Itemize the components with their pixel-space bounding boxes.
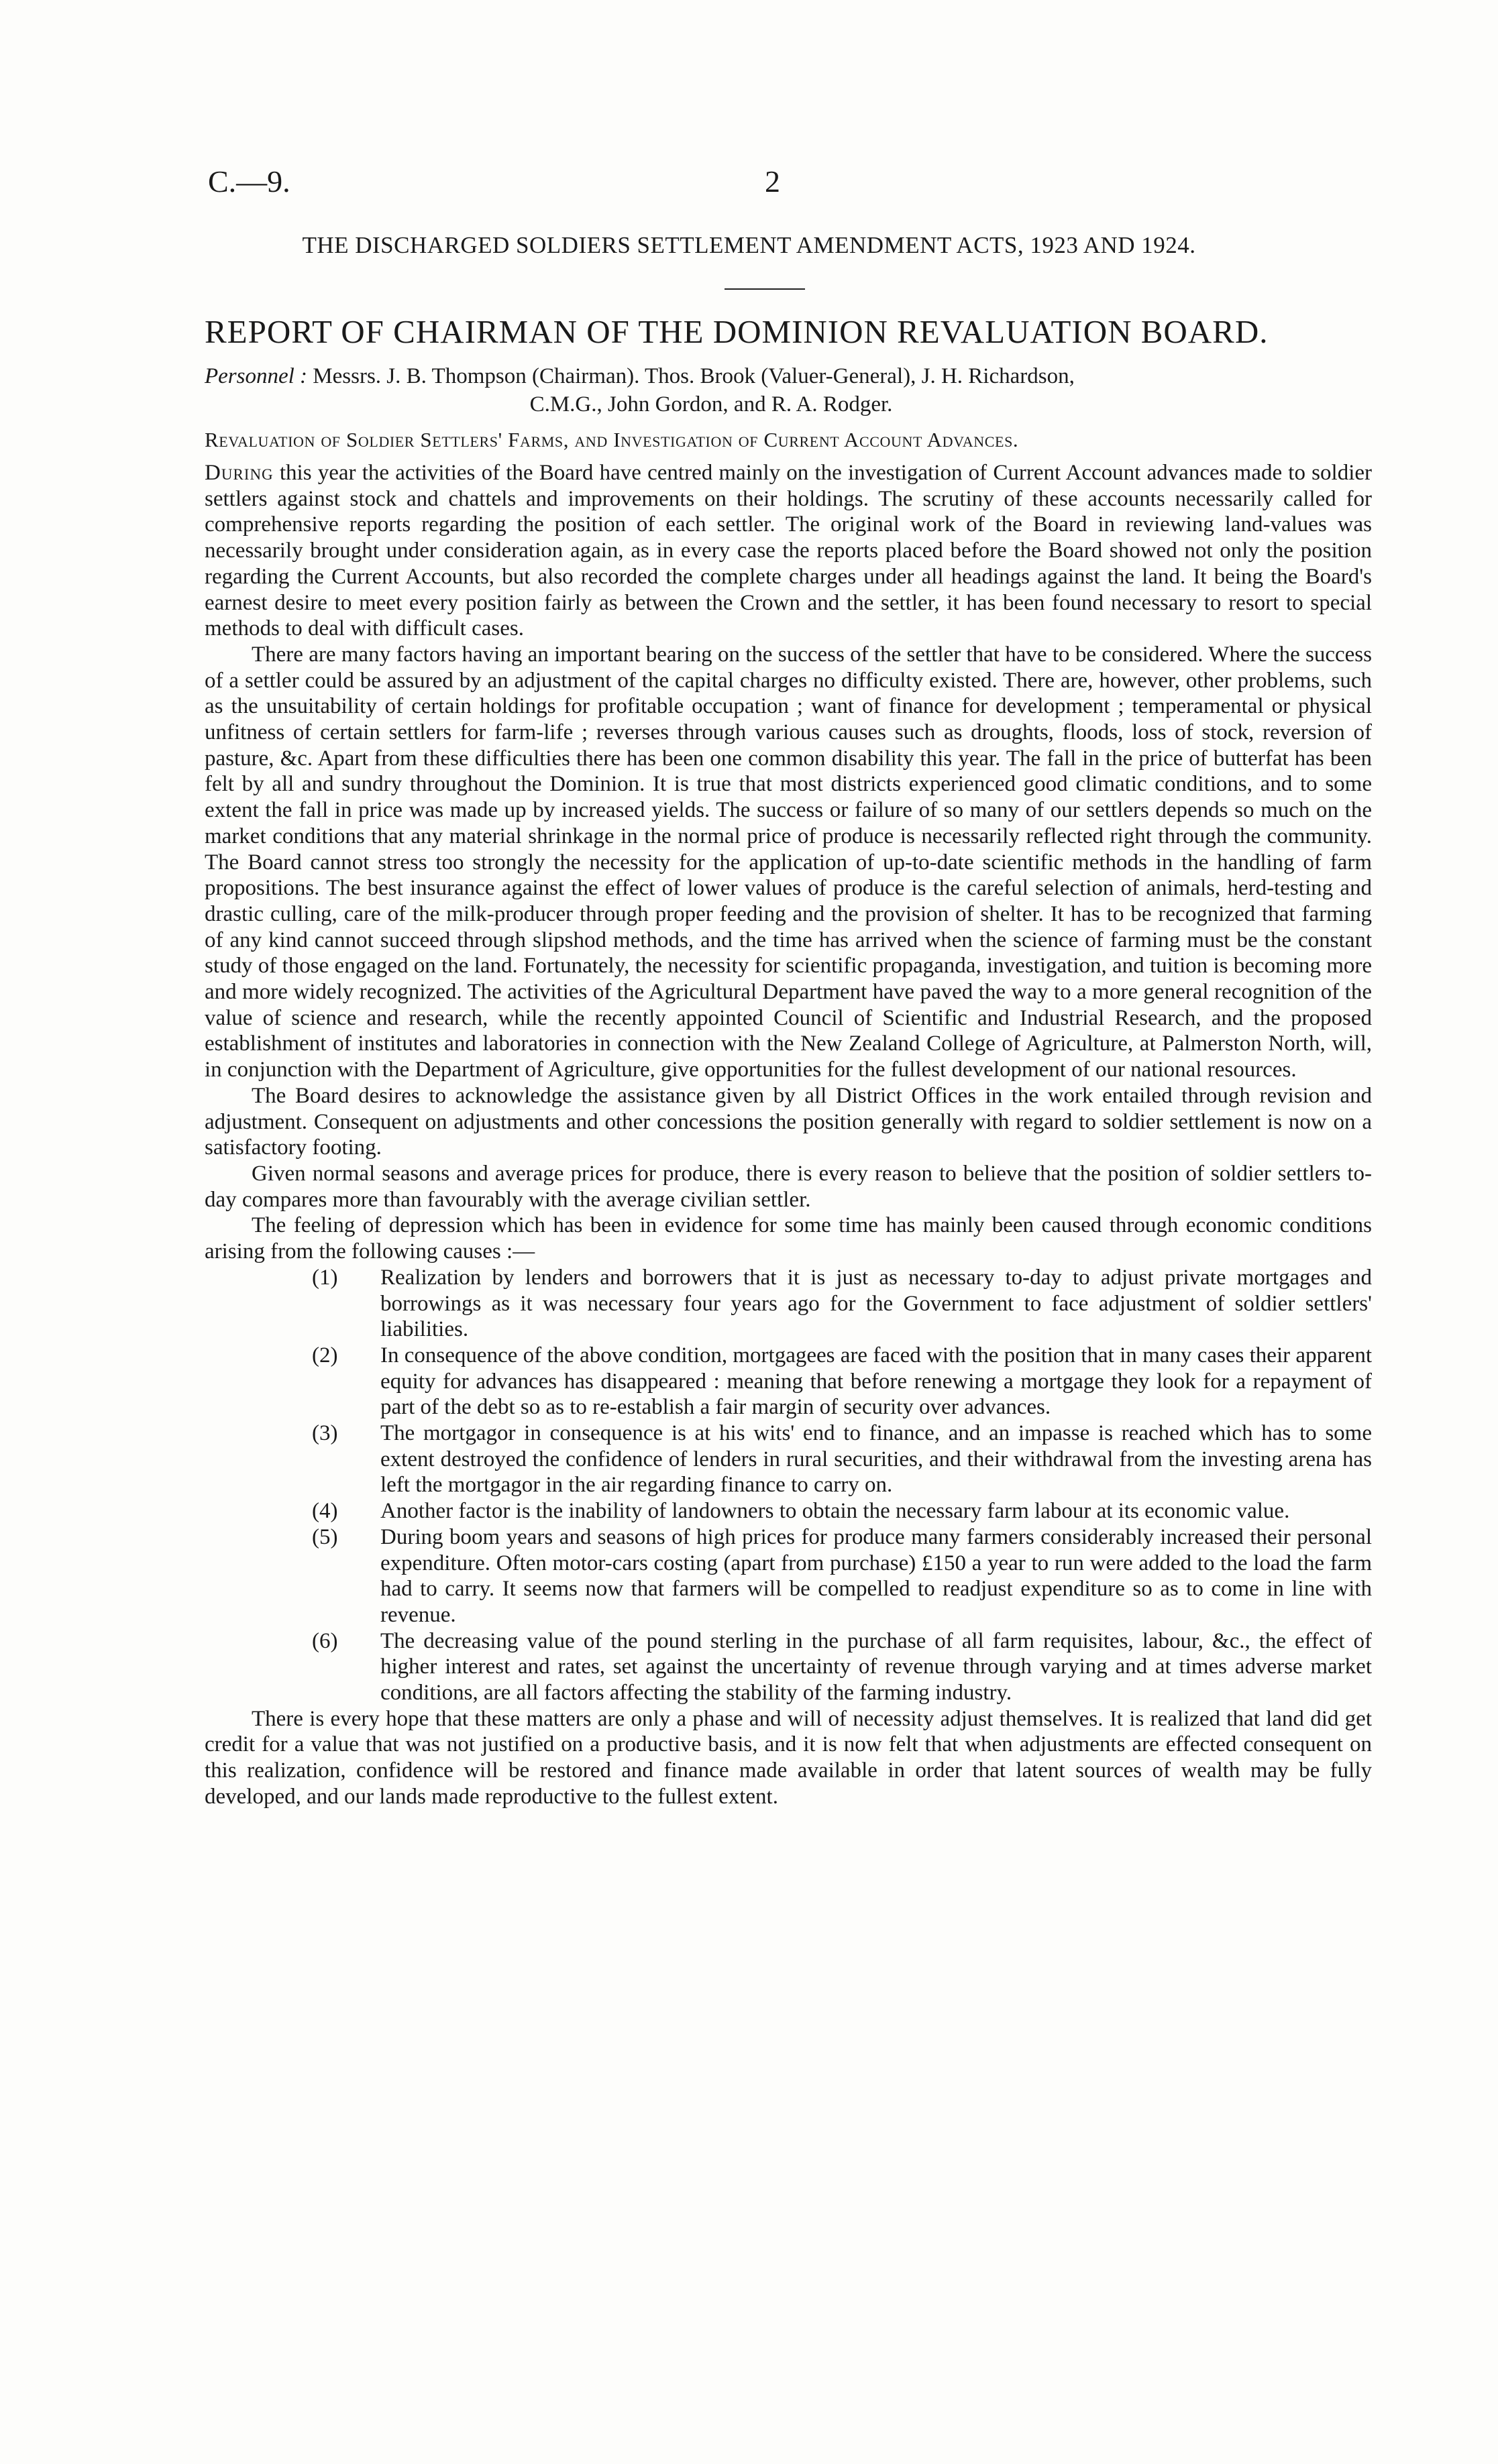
paragraph-2: There are many factors having an important bearing on the success of the settler that have to be considered. Where the success of a settler could be assured by an adjustment of the capital charges no difficulty existed. There are, however, other problems, such as the unsuitability of certain holdings for profitable occupation ; want of finance for development ; temperamental or physical unfitness of certain settlers for farm-life ; reverses through various causes such as droughts, floods, loss of stock, reversion of pasture, &c. Apart from these difficulties there has been one common disability this year. The fall in the price of butterfat has been felt by all and sundry throughout the Dominion. It is true that most districts experienced good climatic conditions, and to some extent the fall in price was made up by increased yields. The success or failure of so many of our settlers depends so much on the market conditions that any material shrinkage in the normal price of produce is necessarily reflected right through the community. The Board cannot stress too strongly the necessity for the application of up-to-date scientific methods in the handling of farm propositions. The best insurance against the effect of lower values of produce is the careful selection of animals, herd-testing and drastic culling, care of the milk-producer through proper feeding and the provision of shelter. It has to be recognized that farming of any kind cannot succeed through slipshod methods, and the time has arrived when the science of farming must be the constant study of those engaged on the land. Fortunately, the necessity for scientific propaganda, investigation, and tuition is becoming more and more widely recognized. The activities of the Agricultural Department have paved the way to a more general recognition of the value of science and research, while the recently appointed Council of Scientific and Industrial Research, and the proposed establishment of institutes and laboratories in connection with the New Zealand College of Agriculture, at Palmerston North, will, in conjunction with the Department of Agriculture, give opportunities for the fullest development of our national resources. [205,642,1372,1082]
page-number: 2 [765,164,780,199]
paragraph-3: The Board desires to acknowledge the assistance given by all District Offices in the work entailed through revision and adjustment. Consequent on adjustments and other concessions the position generally with regard to soldier settlement is now on a satisfactory footing. [205,1083,1372,1160]
cause-number: (3) [312,1421,338,1446]
cause-item [312,1420,1372,1498]
acts-title: THE DISCHARGED SOLDIERS SETTLEMENT AMENDMENT ACTS, 1923 AND 1924. [302,232,1196,258]
cause-number: (4) [312,1499,338,1524]
cause-item [312,1265,1372,1343]
section-heading: Revaluation of Soldier Settlers' Farms, and Investigation of Current Account Advances. [205,428,1019,451]
cause-item [312,1498,1372,1524]
cause-item [312,1524,1372,1628]
personnel-label: Personnel : [205,364,308,388]
report-body [205,460,1372,1810]
cause-text: The decreasing value of the pound sterling in the purchase of all farm requisites, labour, &c., the effect of higher interest and rates, set against the uncertainty of revenue through varying and at times adverse market conditions, are all factors affecting the stability of the farming industry. [380,1628,1372,1705]
cause-text: During boom years and seasons of high prices for produce many farmers considerably increased their personal expenditure. Often motor-cars costing (apart from purchase) £150 a year to run were added to the load the farm had to carry. It seems now that farmers will be compelled to readjust expenditure so as to come in line with revenue. [380,1524,1372,1627]
cause-item [312,1343,1372,1420]
paragraph-1-text: this year the activities of the Board have centred mainly on the investigation of Current Account advances made to soldier settlers against stock and chattels and improvements on their holdings. The scrutiny of these accounts necessarily called for comprehensive reports regarding the position of each settler. The original work of the Board in reviewing land-values was necessarily brought under consideration again, as in every case the reports placed before the Board showed not only the position regarding the Current Accounts, but also recorded the complete charges under all headings against the land. It being the Board's earnest desire to meet every position fairly as between the Crown and the settler, it has been found necessary to resort to special methods to deal with difficult cases. [205,461,1372,641]
report-title: REPORT OF CHAIRMAN OF THE DOMINION REVALUATION BOARD. [205,313,1269,350]
cause-text: The mortgagor in consequence is at his wits' end to finance, and an impasse is reached which has to some extent destroyed the confidence of lenders in rural securities, and their withdrawal from the investing arena has left the mortgagor in the air regarding finance to carry on. [380,1421,1372,1498]
cause-item [312,1628,1372,1706]
causes-list [205,1265,1372,1706]
paragraph-1 [205,460,1372,642]
document-reference: C.—9. [208,164,290,199]
cause-number: (5) [312,1524,338,1549]
title-divider [725,288,805,290]
cause-text: Realization by lenders and borrowers that it is just as necessary to-day to adjust private mortgages and borrowings as it was necessary four years ago for the Government to face adjustment of soldier settlers' liabilities. [380,1265,1372,1342]
cause-number: (6) [312,1628,338,1653]
cause-text: Another factor is the inability of landowners to obtain the necessary farm labour at its economic value. [380,1499,1290,1524]
paragraph-1-lead: During [205,461,274,485]
personnel-names-line2: C.M.G., John Gordon, and R. A. Rodger. [529,392,893,416]
paragraph-4: Given normal seasons and average prices for produce, there is every reason to believe that the position of soldier settlers to-day compares more than favourably with the average civilian settler. [205,1161,1372,1212]
cause-text: In consequence of the above condition, mortgagees are faced with the position that in many cases their apparent equity for advances has disappeared : meaning that before renewing a mortgage they look for a repayment of part of the debt so as to re-establish a fair margin of security over advances. [380,1343,1372,1420]
paragraph-6: There is every hope that these matters are only a phase and will of necessity adjust themselves. It is realized that land did get credit for a value that was not justified on a productive basis, and it is now felt that when adjustments are effected consequent on this realization, confidence will be restored and finance made available in order that latent sources of wealth may be fully developed, and our lands made reproductive to the fullest extent. [205,1706,1372,1809]
cause-number: (2) [312,1343,338,1367]
personnel-block [205,362,1372,418]
personnel-names-line1: Messrs. J. B. Thompson (Chairman). Thos. Brook (Valuer-General), J. H. Richardson, [313,364,1075,388]
cause-number: (1) [312,1265,338,1290]
paragraph-5: The feeling of depression which has been in evidence for some time has mainly been caused through economic conditions arising from the following causes :— [205,1213,1372,1264]
